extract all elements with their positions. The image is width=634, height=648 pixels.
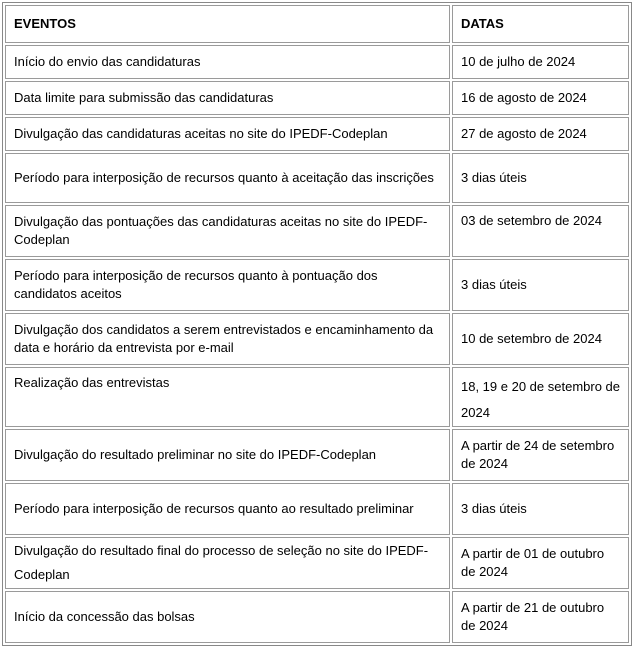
event-cell: Divulgação do resultado preliminar no site do IPEDF-Codeplan: [5, 429, 450, 481]
event-cell: Realização das entrevistas: [5, 367, 450, 427]
table-row: [5, 81, 629, 115]
event-cell: Divulgação dos candidatos a serem entrevistados e encaminhamento da data e horário da entrevista por e-mail: [5, 313, 450, 365]
table-row: [5, 259, 629, 311]
table-row: [5, 483, 629, 535]
date-cell: A partir de 21 de outubro de 2024: [452, 591, 629, 643]
table-row: [5, 429, 629, 481]
event-cell: Início da concessão das bolsas: [5, 591, 450, 643]
event-cell: Divulgação do resultado final do processo de seleção no site do IPEDF-Codeplan: [5, 537, 450, 589]
date-cell: 16 de agosto de 2024: [452, 81, 629, 115]
date-cell: A partir de 01 de outubro de 2024: [452, 537, 629, 589]
table-row: [5, 117, 629, 151]
date-cell: 3 dias úteis: [452, 153, 629, 203]
date-cell: 27 de agosto de 2024: [452, 117, 629, 151]
date-cell: 03 de setembro de 2024: [452, 205, 629, 257]
table-row: [5, 313, 629, 365]
table-row: [5, 45, 629, 79]
header-events: EVENTOS: [5, 5, 450, 43]
table-header-row: [5, 5, 629, 43]
header-dates: DATAS: [452, 5, 629, 43]
table-row: [5, 153, 629, 203]
date-cell: 3 dias úteis: [452, 259, 629, 311]
event-cell: Período para interposição de recursos quanto ao resultado preliminar: [5, 483, 450, 535]
schedule-table-wrapper: [2, 2, 632, 646]
date-cell: 10 de setembro de 2024: [452, 313, 629, 365]
event-cell: Período para interposição de recursos quanto à aceitação das inscrições: [5, 153, 450, 203]
table-row: [5, 205, 629, 257]
table-row: [5, 367, 629, 427]
event-cell: Data limite para submissão das candidaturas: [5, 81, 450, 115]
date-cell: 3 dias úteis: [452, 483, 629, 535]
date-cell: 10 de julho de 2024: [452, 45, 629, 79]
date-cell: A partir de 24 de setembro de 2024: [452, 429, 629, 481]
date-cell: 18, 19 e 20 de setembro de 2024: [452, 367, 629, 427]
event-cell: Início do envio das candidaturas: [5, 45, 450, 79]
event-cell: Divulgação das pontuações das candidaturas aceitas no site do IPEDF-Codeplan: [5, 205, 450, 257]
table-row: [5, 591, 629, 643]
event-cell: Divulgação das candidaturas aceitas no site do IPEDF-Codeplan: [5, 117, 450, 151]
event-cell: Período para interposição de recursos quanto à pontuação dos candidatos aceitos: [5, 259, 450, 311]
table-row: [5, 537, 629, 589]
schedule-table: [2, 2, 632, 646]
